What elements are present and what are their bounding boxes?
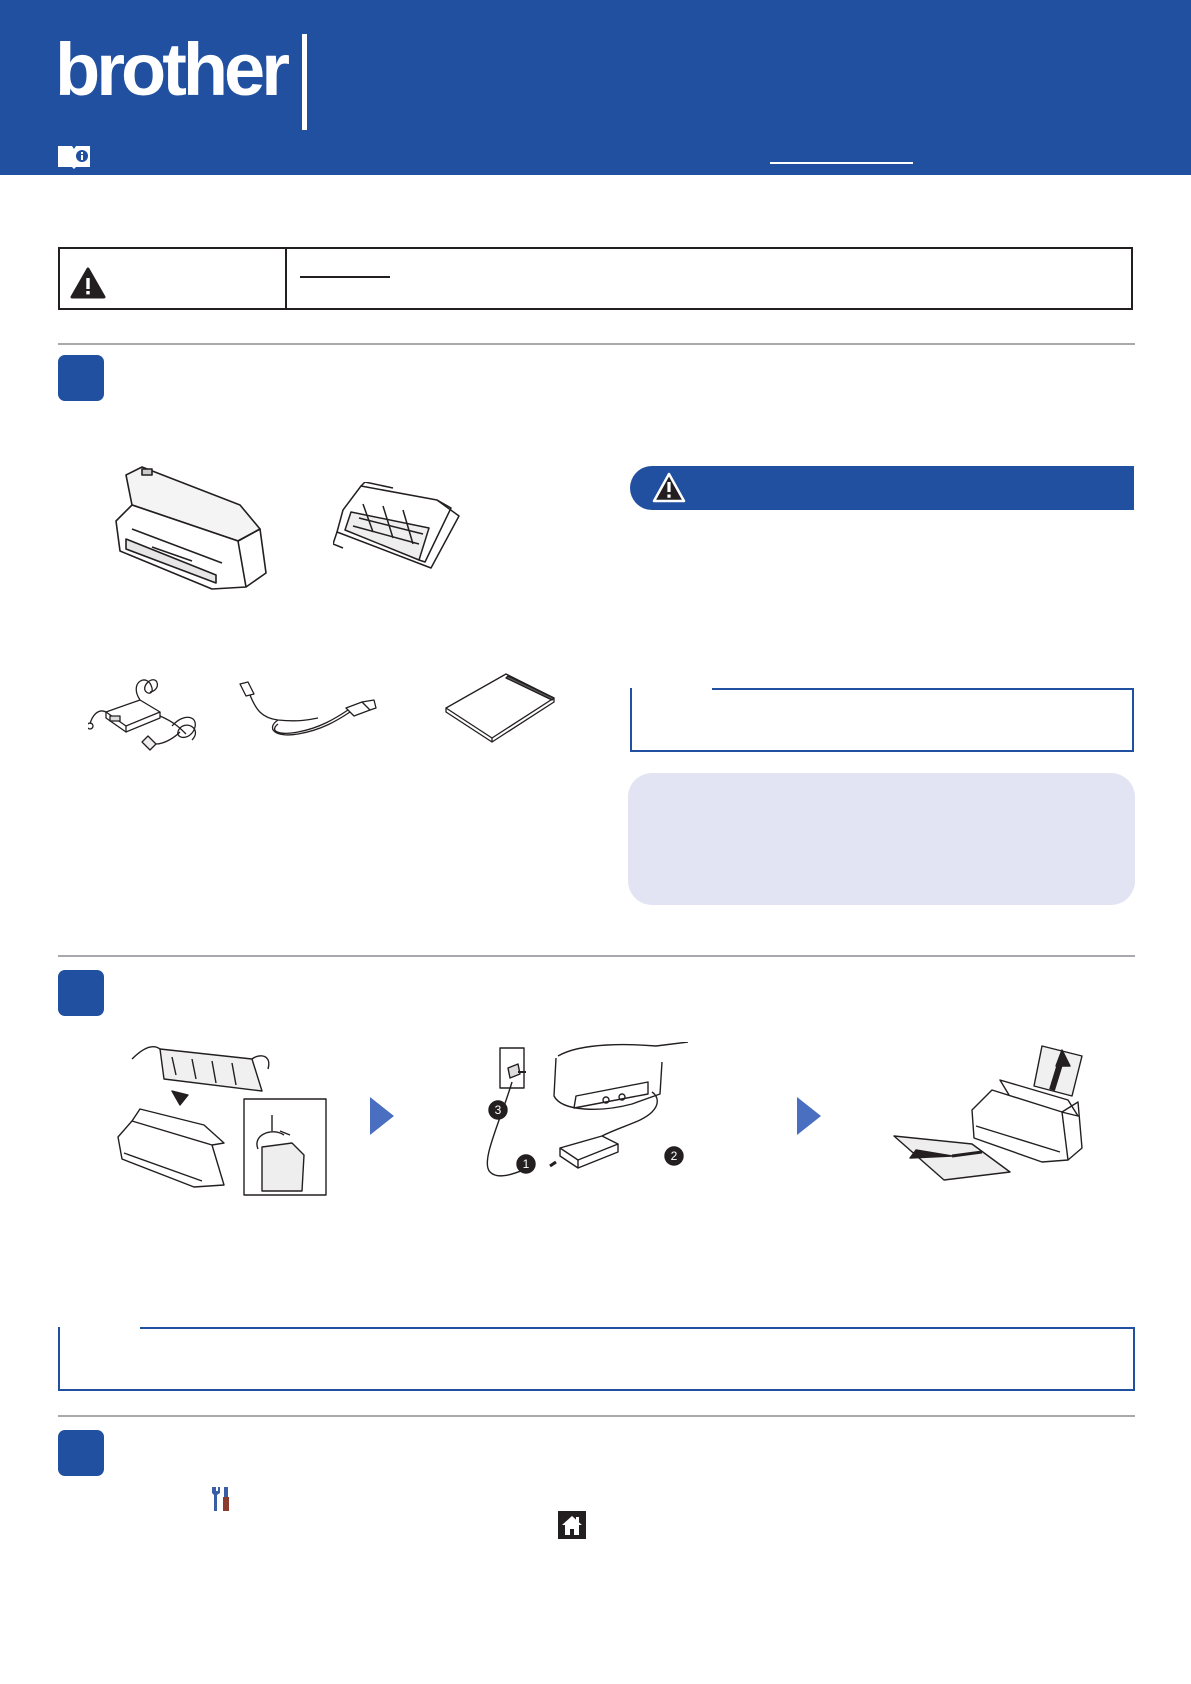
section-divider-1 (58, 343, 1135, 345)
right-arrow-icon (797, 1097, 821, 1135)
warning-table-divider (285, 249, 287, 308)
step-badge-1 (58, 355, 104, 401)
note-box-setup-top-line (140, 1327, 1135, 1329)
book-info-icon (56, 143, 92, 169)
callout-3: 3 (494, 1103, 502, 1117)
usb-cable-illustration (238, 680, 378, 740)
caution-banner (630, 466, 1134, 510)
ac-adapter-illustration (88, 672, 204, 758)
attach-feeder-illustration (112, 1035, 328, 1197)
note-box-setup (58, 1327, 1135, 1391)
note-box-package (630, 688, 1134, 752)
callout-1: 1 (522, 1157, 530, 1171)
home-icon[interactable] (558, 1511, 586, 1539)
section-divider-2 (58, 955, 1135, 957)
header-link-underline[interactable] (770, 162, 913, 164)
scanner-illustration (112, 465, 272, 595)
info-box (628, 773, 1135, 905)
connect-power-illustration (482, 1042, 692, 1198)
document-feeder-illustration (333, 482, 461, 570)
step-badge-3 (58, 1430, 104, 1476)
warning-triangle-icon (652, 472, 686, 503)
logo-divider (302, 34, 307, 130)
note-box-package-top-line (712, 688, 1134, 690)
tools-settings-icon[interactable] (209, 1485, 233, 1513)
section-divider-3 (58, 1415, 1135, 1417)
callout-2: 2 (670, 1149, 678, 1163)
warning-triangle-icon (70, 267, 106, 299)
warning-table (58, 247, 1133, 310)
brother-logo: brother (55, 28, 286, 111)
manual-booklet-illustration (444, 672, 556, 744)
warning-link-underline[interactable] (300, 276, 390, 278)
step-badge-2 (58, 970, 104, 1016)
right-arrow-icon (370, 1097, 394, 1135)
extend-trays-illustration (892, 1040, 1088, 1190)
